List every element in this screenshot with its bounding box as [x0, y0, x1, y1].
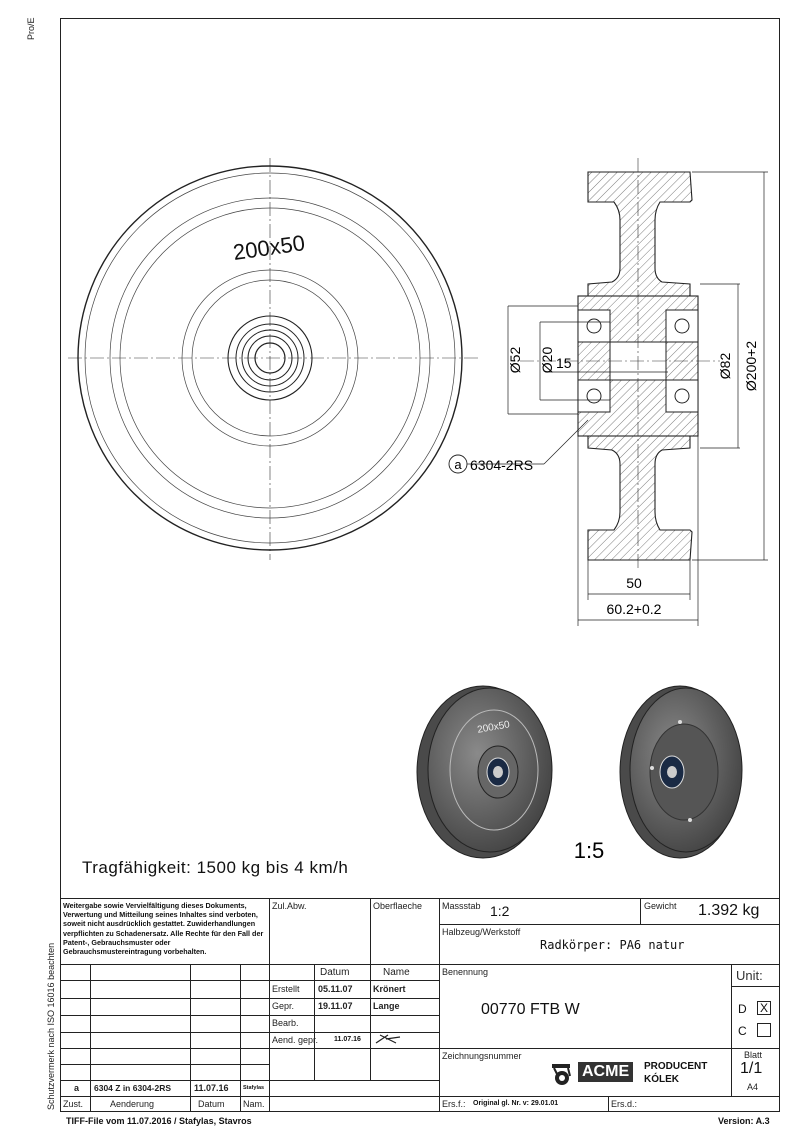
render-front	[417, 686, 552, 858]
benennung-value: 00770 FTB W	[481, 1001, 580, 1018]
unit-label: Unit:	[736, 968, 763, 983]
side-label-top: Pro/E	[26, 17, 36, 40]
gewicht-value: 1.392 kg	[698, 902, 760, 919]
ersd-label: Ers.d.:	[611, 1099, 638, 1109]
company-name: ACME	[578, 1062, 633, 1082]
tiff-note: TIFF-File vom 11.07.2016 / Stafylas, Stavros	[66, 1116, 252, 1126]
unit-letter-d: D	[738, 1002, 747, 1016]
dim-d200: Ø200+2	[743, 340, 759, 392]
dim-d82: Ø82	[717, 352, 733, 380]
legal-notice: Weitergabe sowie Vervielfältigung dieses Dokuments, Verwertung und Mitteilung seines Inhaltes sind verboten, soweit nicht ausdrücklich gestattet. Zuwiderhandlungen verpflichten zu Schadenersatz. Alle Rechte für den Fall der Patent-, Gebrauchsmuster oder Gebrauchsmustereintragung vorbehalten.	[63, 901, 264, 957]
rev-header-aenderung: Aenderung	[110, 1099, 155, 1109]
row-label-aend: Aend. gepr.	[272, 1035, 319, 1045]
side-label-iso: Schutzvermerk nach ISO 16016 beachten	[46, 942, 56, 1110]
row-name-erstellt: Krönert	[373, 984, 406, 994]
bearing-balloon: a	[454, 457, 462, 472]
zeichnungsnummer-label: Zeichnungsnummer	[442, 1051, 522, 1061]
rev-header-name: Nam.	[243, 1099, 265, 1109]
row-label-erstellt: Erstellt	[272, 984, 300, 994]
row-date-erstellt: 05.11.07	[318, 984, 353, 994]
front-view	[68, 158, 480, 560]
rev-datum: 11.07.16	[194, 1083, 229, 1093]
ersf-value: Original gl. Nr. v: 29.01.01	[473, 1100, 559, 1107]
rev-header-datum: Datum	[198, 1099, 225, 1109]
dim-d20: Ø20	[539, 346, 555, 374]
dim-60: 60.2+0.2	[606, 601, 662, 617]
row-date-aend: 11.07.16	[334, 1036, 361, 1043]
signature-mark	[374, 1031, 404, 1047]
company-sub2: KÓLEK	[644, 1074, 679, 1085]
company-logo	[548, 1060, 708, 1088]
zul-abw-label: Zul.Abw.	[272, 901, 307, 911]
oberflaeche-label: Oberflaeche	[373, 901, 423, 911]
massstab-label: Massstab	[442, 901, 481, 911]
rev-aenderung: 6304 Z in 6304-2RS	[94, 1083, 172, 1093]
datum-header: Datum	[320, 967, 350, 978]
section-view	[449, 158, 768, 626]
dim-d52: Ø52	[507, 346, 523, 374]
rev-zust: a	[74, 1083, 80, 1093]
front-view-label: 200x50	[231, 230, 307, 265]
blatt-value: 1/1	[740, 1060, 763, 1077]
row-label-gepr: Gepr.	[272, 1001, 295, 1011]
row-label-bearb: Bearb.	[272, 1018, 299, 1028]
gewicht-label: Gewicht	[644, 901, 677, 911]
blatt-label: Blatt	[744, 1050, 763, 1060]
dim-15: 15	[556, 355, 572, 371]
rev-header-zust: Zust.	[63, 1099, 84, 1109]
halbzeug-label: Halbzeug/Werkstoff	[442, 927, 521, 937]
render-scale: 1:5	[573, 838, 605, 863]
rev-name: Stafylas	[243, 1085, 265, 1091]
ersf-label: Ers.f.:	[442, 1099, 466, 1109]
row-date-gepr: 19.11.07	[318, 1001, 353, 1011]
bearing-label: 6304-2RS	[470, 457, 534, 473]
load-capacity-text: Tragfähigkeit: 1500 kg bis 4 km/h	[82, 858, 349, 877]
benennung-label: Benennung	[442, 967, 489, 977]
company-sub1: PRODUCENT	[644, 1061, 708, 1072]
format-value: A4	[747, 1082, 759, 1092]
halbzeug-value: Radkörper: PA6 natur	[540, 938, 685, 952]
dim-50: 50	[626, 575, 642, 591]
caster-wheel-icon	[548, 1062, 578, 1086]
unit-checkbox-d[interactable]: X	[757, 1001, 771, 1015]
unit-letter-c: C	[738, 1024, 747, 1038]
row-name-gepr: Lange	[373, 1001, 400, 1011]
unit-checkbox-c[interactable]	[757, 1023, 771, 1037]
name-header: Name	[383, 967, 410, 978]
massstab-value: 1:2	[490, 903, 510, 919]
version-label: Version: A.3	[718, 1116, 770, 1126]
render-back	[620, 686, 742, 858]
render-label: 200x50	[476, 719, 511, 736]
